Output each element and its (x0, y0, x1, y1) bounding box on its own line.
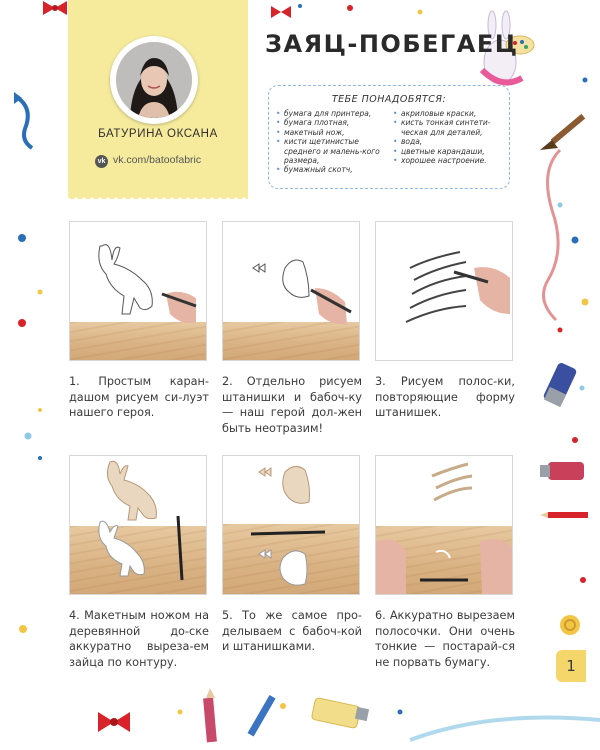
red-bow-icon (98, 712, 130, 732)
materials-title: ТЕБЕ ПОНАДОБЯТСЯ: (331, 94, 447, 105)
step-2-photo (222, 221, 360, 361)
step-5-caption: 5. То же самое про-делываем с бабоч-кой и штанишками. (222, 609, 362, 653)
list-item: • бумага плотная, (276, 118, 388, 127)
red-bow-icon (271, 6, 291, 18)
author-name: БАТУРИНА ОКСАНА (98, 128, 218, 140)
paint-tube-icon (542, 362, 577, 408)
paint-tube-icon (540, 462, 584, 480)
list-item: • кисть тонкая синтети-ческая для деталей, (393, 118, 505, 137)
materials-left-list (276, 109, 388, 175)
list-item: • акриловые краски, (393, 109, 505, 118)
list-item: • макетный нож, (276, 128, 388, 137)
step-4-photo (69, 455, 207, 595)
blue-ribbon-icon (14, 92, 32, 148)
vk-link[interactable]: vk.com/batoofabric (113, 154, 202, 166)
brush-icon (540, 114, 585, 150)
step-6-photo (375, 455, 513, 595)
step-3-photo (375, 221, 513, 361)
list-item: • бумажный скотч, (276, 165, 388, 174)
list-item: • кисти щетинистые среднего и малень-кого размера, (276, 137, 388, 165)
avatar (116, 42, 192, 118)
step-3-caption: 3. Рисуем полос-ки, повторяющие форму штанишек. (375, 375, 515, 419)
step-4-caption: 4. Макетным ножом на деревянной до-ске аккуратно выреза-ем зайца по контуру. (69, 609, 209, 669)
pencil-icon (540, 512, 588, 518)
pencil-icon (203, 688, 217, 742)
list-item: • хорошее настроение. (393, 156, 505, 165)
step-2-caption: 2. Отдельно рисуем штанишки и бабоч-ку — наш герой дол-жен быть неотразим! (222, 375, 362, 435)
pencil-icon (248, 695, 276, 737)
page-title: ЗАЯЦ-ПОБЕГАЕЦ (265, 30, 519, 58)
step-1-photo (69, 221, 207, 361)
materials-right-list (393, 109, 505, 165)
step-6-caption: 6. Аккуратно вырезаем полосочки. Они очень тонкие — постарай-ся не порвать бумагу. (375, 609, 515, 669)
step-5-photo (222, 455, 360, 595)
list-item: • вода, (393, 137, 505, 146)
red-bow-icon (43, 1, 67, 15)
list-item: • бумага для принтера, (276, 109, 388, 118)
list-item: • цветные карандаши, (393, 147, 505, 156)
vk-icon: vk (95, 155, 108, 168)
materials-box (268, 85, 510, 189)
page-number: 1 (556, 650, 586, 682)
paint-tube-icon (311, 697, 369, 728)
step-1-caption: 1. Простым каран-дашом рисуем си-луэт нашего героя. (69, 375, 209, 419)
